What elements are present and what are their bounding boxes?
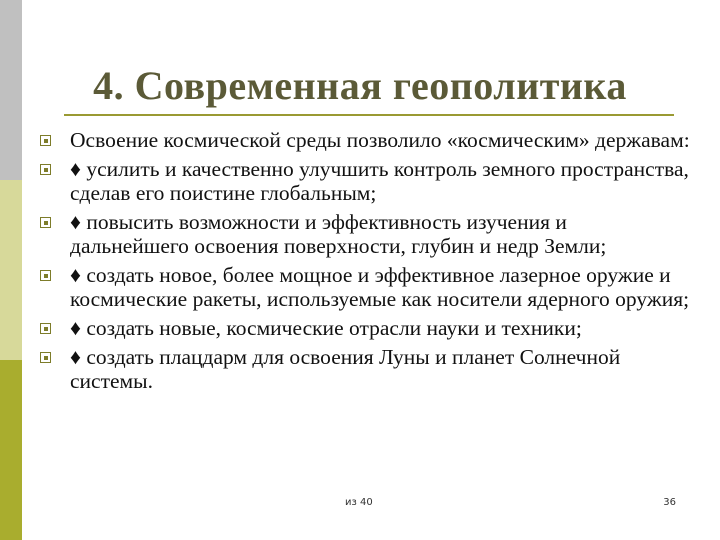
- square-bullet-icon: [40, 352, 51, 363]
- bullet-text: ♦ усилить и качественно улучшить контроль земного пространства, сделав его поистине глобальным;: [70, 157, 689, 205]
- page-number: 36: [663, 497, 676, 508]
- strip-segment-light-olive: [0, 180, 22, 360]
- slide-title: 4. Современная геополитика: [93, 63, 627, 108]
- bullet-text: ♦ создать новые, космические отрасли науки и техники;: [70, 316, 582, 340]
- list-item: [40, 210, 690, 258]
- bullet-list: [40, 128, 690, 398]
- list-item: [40, 263, 690, 311]
- bullet-text: ♦ создать плацдарм для освоения Луны и планет Солнечной системы.: [70, 345, 621, 393]
- square-bullet-icon: [40, 164, 51, 175]
- page-of-total: из 40: [345, 497, 373, 508]
- bullet-text: ♦ повысить возможности и эффективность изучения и дальнейшего освоения поверхности, глубин и недр Земли;: [70, 210, 607, 258]
- list-item: [40, 345, 690, 393]
- title-underline: [64, 114, 674, 116]
- list-item: [40, 157, 690, 205]
- bullet-text: Освоение космической среды позволило «космическим» державам:: [70, 128, 690, 152]
- bullet-text: ♦ создать новое, более мощное и эффективное лазерное оружие и космические ракеты, используемые как носители ядерного оружия;: [70, 263, 690, 311]
- side-color-strip: [0, 0, 22, 540]
- strip-segment-gray: [0, 0, 22, 180]
- square-bullet-icon: [40, 135, 51, 146]
- strip-segment-olive: [0, 360, 22, 540]
- list-item: [40, 128, 690, 152]
- square-bullet-icon: [40, 217, 51, 228]
- list-item: [40, 316, 690, 340]
- square-bullet-icon: [40, 323, 51, 334]
- square-bullet-icon: [40, 270, 51, 281]
